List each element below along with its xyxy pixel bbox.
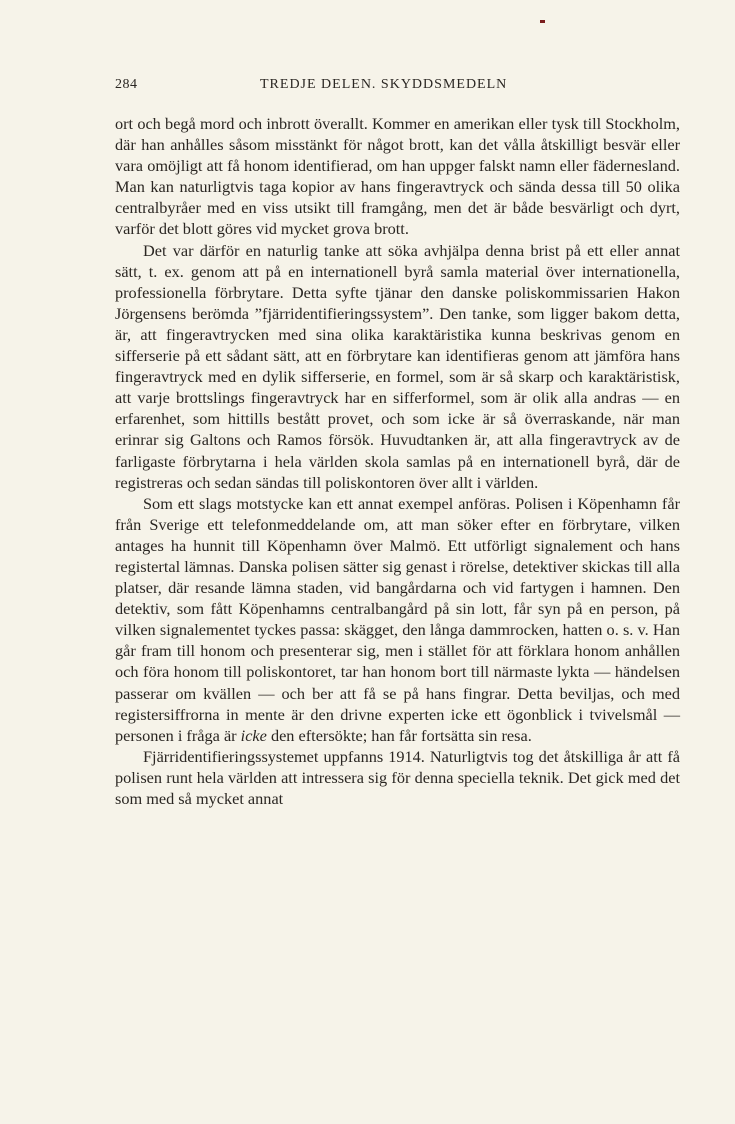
paragraph-1: ort och begå mord och inbrott överallt. Kommer en amerikan eller tysk till Stockholm, där han anhålles såsom misstänkt för något brott, kan det vålla åtskilligt besvär eller vara omöjligt att få honom identifierad, om han uppger falskt namn eller fädernesland. Man kan naturligtvis taga kopior av hans fingeravtryck och sända dessa till 50 olika centralbyråer med en viss utsikt till framgång, men det är både besvärligt och dyrt, varför det blott göres vid mycket grova brott. bbox=[115, 114, 680, 239]
body-text bbox=[115, 113, 680, 809]
running-head: TREDJE DELEN. SKYDDSMEDELN bbox=[260, 77, 508, 92]
page-number: 284 bbox=[115, 77, 138, 92]
paragraph-4: Fjärridentifieringssystemet uppfanns 1914. Naturligtvis tog det åtskilliga år att få polisen runt hela världen att intressera sig för denna speciella teknik. Det gick med det som med så mycket annat bbox=[115, 746, 680, 808]
paragraph-3-text-b: den eftersökte; han får fortsätta sin resa. bbox=[266, 725, 532, 745]
paragraph-2: Det var därför en naturlig tanke att söka avhjälpa denna brist på ett eller annat sätt, t. ex. genom att på en internationell byrå samla material över internationella, professionella förbrytare. Detta syfte tjänar den danske poliskommissarien Hakon Jörgensens berömda ”fjärridentifieringssystem”. Den tanke, som ligger bakom detta, är, att fingeravtrycken med sina olika karaktäristika kunna beskrivas genom en sifferserie på ett sådant sätt, att en förbrytare kan identifieras genom att jämföra hans fingeravtryck med en dylik sifferserie, en formel, som är så skarp och karaktäristisk, att varje brottslings fingeravtryck har en sifferformel, som är olik alla andras — en erfarenhet, som hittills bestått provet, och som icke är så överraskande, när man erinrar sig Galtons och Ramos försök. Huvudtanken är, att alla fingeravtryck av de farligaste förbrytarna i hela världen skola samlas på en internationell byrå, där de registreras och sedan sändas till poliskontoren över allt i världen. bbox=[115, 240, 680, 492]
paragraph-3-text-a: Som ett slags motstycke kan ett annat exempel anföras. Polisen i Köpenhamn får från Sverige ett telefonmeddelande om, att man söker efter en förbrytare, vilken antages ha hunnit till Köpenhamn över Malmö. Ett utförligt signalement och hans registertal lämnas. Danska polisen sätter sig genast i rörelse, detektiver skickas till alla platser, där resande lämna staden, vid bangårdarna och vid fartygen i hamnen. Den detektiv, som fått Köpenhamns centralbangård på sin lott, får syn på en person, på vilken signalementet tyckes passa: skägget, den långa dammrocken, hatten o. s. v. Han går fram till honom och presenterar sig, men i stället för att förklara honom anhållen och föra honom till poliskontoret, tar han honom bort till närmaste lykta — händelsen passerar om kvällen — och ber att få se på hans fingrar. Detta beviljas, och med registersiffrorna in mente är den drivne experten icke ett ögonblick i tvivelsmål — personen i fråga är bbox=[115, 493, 680, 745]
paragraph-3-emphasis: icke bbox=[240, 725, 267, 745]
ink-mark bbox=[540, 20, 545, 23]
paragraph-3 bbox=[115, 493, 680, 746]
